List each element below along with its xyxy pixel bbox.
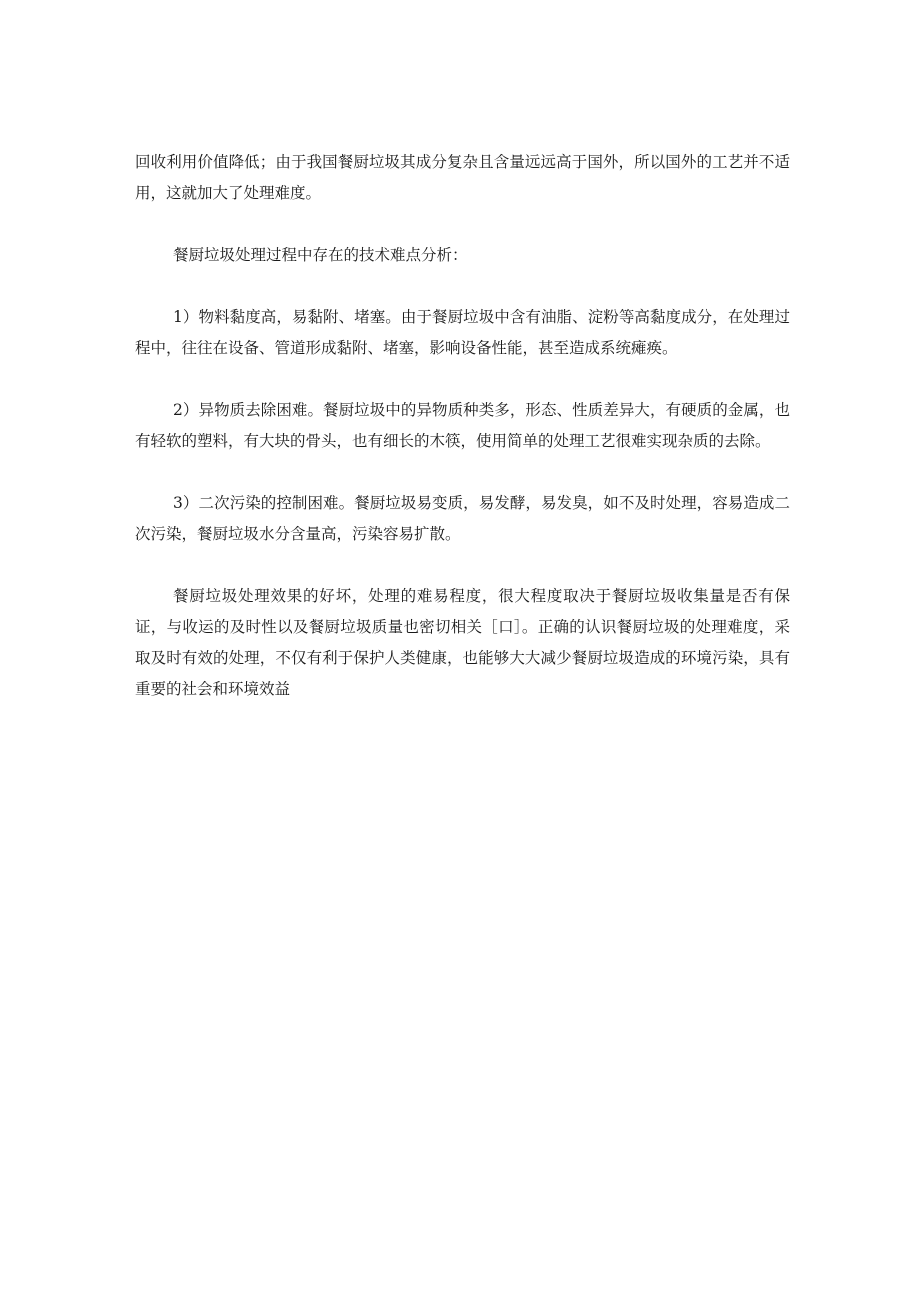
document-body [135,147,790,736]
paragraph-point-1: 1）物料黏度高，易黏附、堵塞。由于餐厨垃圾中含有油脂、淀粉等高黏度成分，在处理过程中，往往在设备、管道形成黏附、堵塞，影响设备性能，甚至造成系统瘫痪。 [135,308,790,357]
paragraph-conclusion: 餐厨垃圾处理效果的好坏，处理的难易程度，很大程度取决于餐厨垃圾收集量是否有保证，与收运的及时性以及餐厨垃圾质量也密切相关［口］。正确的认识餐厨垃圾的处理难度，采取及时有效的处理，不仅有利于保护人类健康，也能够大大减少餐厨垃圾造成的环境污染，具有重要的社会和环境效益 [135,587,790,698]
paragraph-point-2: 2）异物质去除困难。餐厨垃圾中的异物质种类多，形态、性质差异大，有硬质的金属，也有轻软的塑料，有大块的骨头，也有细长的木筷，使用简单的处理工艺很难实现杂质的去除。 [135,401,790,450]
paragraph-analysis-intro: 餐厨垃圾处理过程中存在的技术难点分析： [173,246,468,264]
paragraph-continuation: 回收利用价值降低；由于我国餐厨垃圾其成分复杂且含量远远高于国外，所以国外的工艺并不适用，这就加大了处理难度。 [135,153,790,202]
paragraph-point-3: 3）二次污染的控制困难。餐厨垃圾易变质，易发酵，易发臭，如不及时处理，容易造成二次污染，餐厨垃圾水分含量高，污染容易扩散。 [135,494,790,543]
